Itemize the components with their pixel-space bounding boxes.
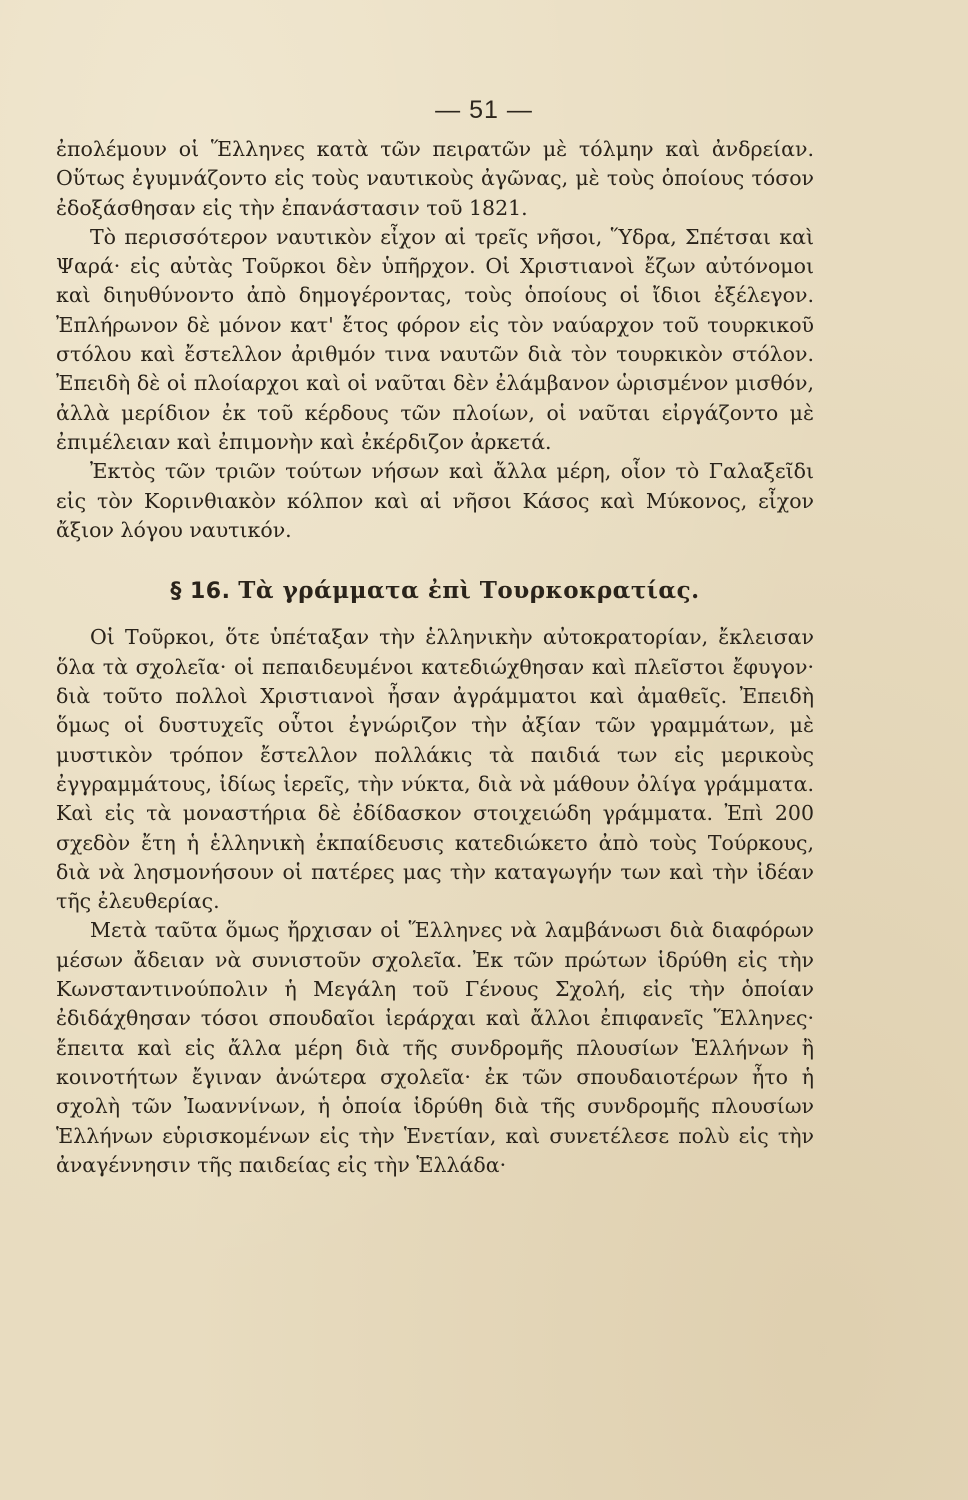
section-number: § 16. [170,579,231,605]
paragraph: Ἐκτὸς τῶν τριῶν τούτων νήσων καὶ ἄλλα μέρη, οἷον τὸ Γαλαξεῖδι εἰς τὸν Κορινθιακὸν κόλπον καὶ αἱ νῆσοι Κάσος καὶ Μύκονος, εἶχον ἄξιον λόγου ναυτικόν. [56,459,814,542]
body-text [56,135,814,1180]
paragraph: Μετὰ ταῦτα ὅμως ἤρχισαν οἱ Ἕλληνες νὰ λαμβάνωσι διὰ διαφόρων μέσων ἄδειαν νὰ συνιστοῦν σχολεῖα. Ἐκ τῶν πρώτων ἱδρύθη εἰς τὴν Κωνσταντινούπολιν ἡ Μεγάλη τοῦ Γένους Σχολή, εἰς τὴν ὁποίαν ἐδιδάχθησαν τόσοι σπουδαῖοι ἱεράρχαι καὶ ἄλλοι ἐπιφανεῖς Ἕλληνες· ἔπειτα καὶ εἰς ἄλλα μέρη διὰ τῆς συνδρομῆς πλουσίων Ἑλλήνων ἢ κοινοτήτων ἔγιναν ἀνώτερα σχολεῖα· ἐκ τῶν σπουδαιοτέρων ἦτο ἡ σχολὴ τῶν Ἰωαννίνων, ἡ ὁποία ἱδρύθη διὰ τῆς συνδρομῆς πλουσίων Ἑλλήνων εὑρισκομένων εἰς τὴν Ἑνετίαν, καὶ συνετέλεσε πολὺ εἰς τὴν ἀναγέννησιν τῆς παιδείας εἰς τὴν Ἑλλάδα· [56,918,814,1177]
page-number: — 51 — [435,96,533,124]
section-title: Τὰ γράμματα ἐπὶ Τουρκοκρατίας. [238,577,700,605]
section-heading [56,576,814,606]
paragraph: Τὸ περισσότερον ναυτικὸν εἶχον αἱ τρεῖς νῆσοι, Ὕδρα, Σπέτσαι καὶ Ψαρά· εἰς αὐτὰς Τοῦρκοι δὲν ὑπῆρχον. Οἱ Χριστιανοὶ ἔζων αὐτόνομοι καὶ διηυθύνοντο ἀπὸ δημογέροντας, τοὺς ὁποίους οἱ ἴδιοι ἐξέλεγον. Ἐπλήρωνον δὲ μόνον κατ' ἔτος φόρον εἰς τὸν ναύαρχον τοῦ τουρκικοῦ στόλου καὶ ἔστελλον ἀριθμόν τινα ναυτῶν διὰ τὸν τουρκικὸν στόλον. Ἐπειδὴ δὲ οἱ πλοίαρχοι καὶ οἱ ναῦται δὲν ἐλάμβανον ὡρισμένον μισθόν, ἀλλὰ μερίδιον ἐκ τοῦ κέρδους τῶν πλοίων, οἱ ναῦται εἰργάζοντο μὲ ἐπιμέλειαν καὶ ἐπιμονὴν καὶ ἐκέρδιζον ἀρκετά. [56,224,814,454]
paragraph: Οἱ Τοῦρκοι, ὅτε ὑπέταξαν τὴν ἑλληνικὴν αὐτοκρατορίαν, ἔκλεισαν ὅλα τὰ σχολεῖα· οἱ πεπαιδευμένοι κατεδιώχθησαν καὶ πλεῖστοι ἔφυγον· διὰ τοῦτο πολλοὶ Χριστιανοὶ ἦσαν ἀγράμματοι καὶ ἀμαθεῖς. Ἐπειδὴ ὅμως οἱ δυστυχεῖς οὗτοι ἐγνώριζον τὴν ἀξίαν τῶν γραμμάτων, μὲ μυστικὸν τρόπον ἔστελλον πολλάκις τὰ παιδιά των εἰς μερικοὺς ἐγγραμμάτους, ἰδίως ἱερεῖς, τὴν νύκτα, διὰ νὰ μάθουν ὀλίγα γράμματα. Καὶ εἰς τὰ μοναστήρια δὲ ἐδίδασκον στοιχειώδη γράμματα. Ἐπὶ 200 σχεδὸν ἔτη ἡ ἑλληνικὴ ἐκπαίδευσις κατεδιώκετο ἀπὸ τοὺς Τούρκους, διὰ νὰ λησμονήσουν οἱ πατέρες μας τὴν καταγωγήν των καὶ τὴν ἰδέαν τῆς ἐλευθερίας. [56,625,814,914]
paragraph: ἐπολέμουν οἱ Ἕλληνες κατὰ τῶν πειρατῶν μὲ τόλμην καὶ ἀνδρείαν. Οὕτως ἐγυμνάζοντο εἰς τοὺς ναυτικοὺς ἀγῶνας, μὲ τοὺς ὁποίους τόσον ἐδοξάσθησαν εἰς τὴν ἐπανάστασιν τοῦ 1821. [56,137,814,220]
